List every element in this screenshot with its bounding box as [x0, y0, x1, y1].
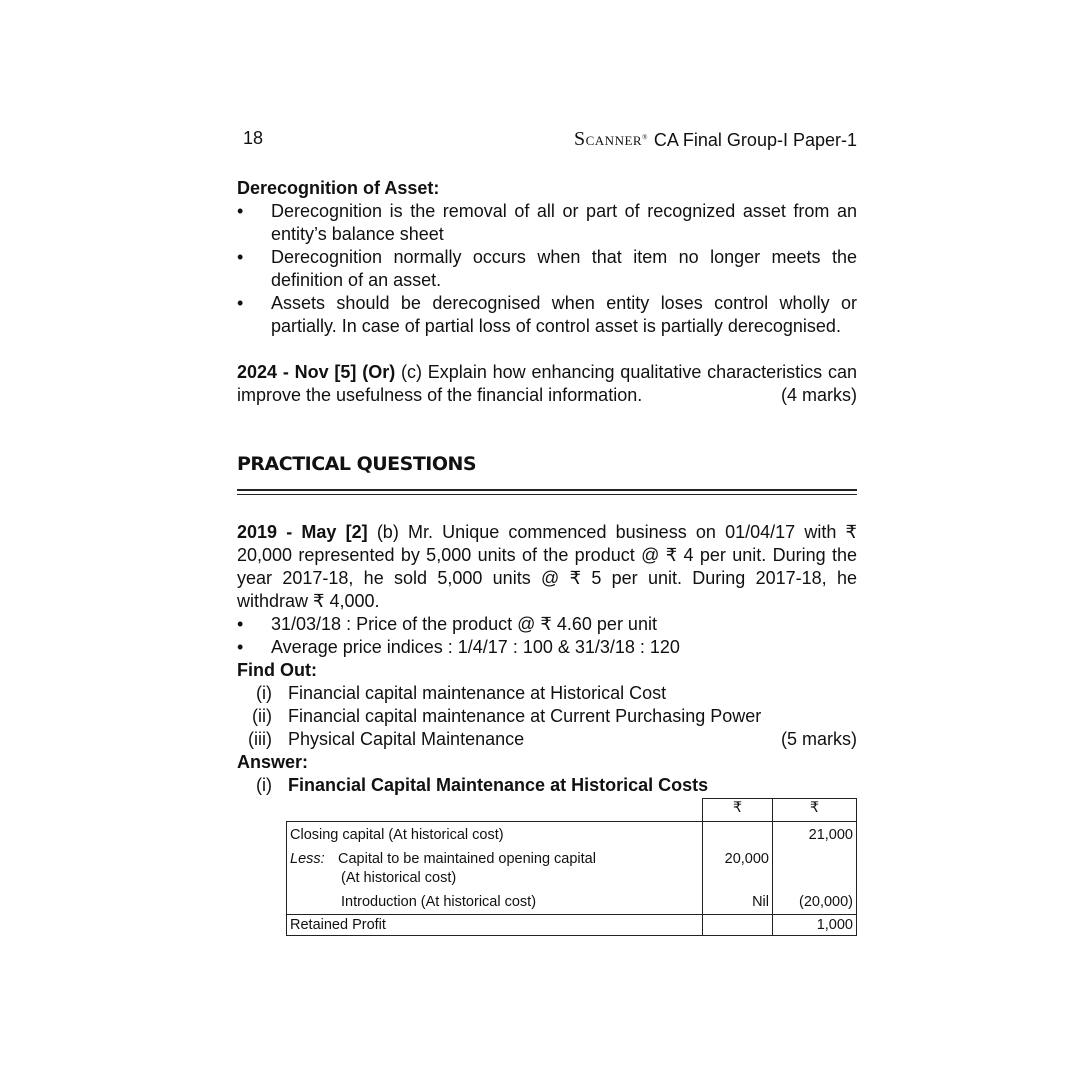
- answer-table-wrap: [286, 798, 857, 936]
- book-title: CA Final Group-I Paper-1: [653, 130, 857, 150]
- question-2024: [237, 361, 857, 407]
- find-out-label: Find Out:: [237, 660, 317, 680]
- derecognition-section: [237, 177, 857, 338]
- question-text: (c) Explain how enhancing qualitative characteristics can improve the usefulness of the financial information.: [237, 362, 857, 405]
- currency-header: ₹: [773, 799, 857, 822]
- list-item: (i) Financial capital maintenance at Historical Cost: [256, 683, 667, 703]
- answer-part-title: (i) Financial Capital Maintenance at Historical Costs: [256, 775, 709, 795]
- bullet-item: • Average price indices : 1/4/17 : 100 & 31/3/18 : 120: [237, 636, 857, 659]
- currency-header: ₹: [703, 799, 773, 822]
- scanner-logo: SCANNER®: [574, 128, 648, 150]
- list-item: (ii) Financial capital maintenance at Current Purchasing Power: [252, 706, 762, 726]
- question-ref: 2024 - Nov [5] (Or): [237, 362, 396, 382]
- table-row: Closing capital (At historical cost) 21,000: [287, 822, 857, 846]
- table-header-row: [287, 799, 857, 822]
- derecognition-heading: Derecognition of Asset:: [237, 178, 440, 198]
- derecognition-bullets: [237, 200, 857, 338]
- bullet-item: • Derecognition normally occurs when that item no longer meets the definition of an asset.: [237, 246, 857, 292]
- answer-table: [286, 798, 857, 936]
- bullet-item: • 31/03/18 : Price of the product @ ₹ 4.60 per unit: [237, 613, 857, 636]
- page-number: 18: [243, 128, 264, 148]
- table-row: Introduction (At historical cost) Nil (20,000): [287, 888, 857, 915]
- header-brand: [574, 128, 857, 151]
- question-marks: (5 marks): [781, 729, 857, 749]
- answer-label: Answer:: [237, 752, 309, 772]
- question-bullets: [237, 613, 857, 659]
- table-row: Less: Capital to be maintained opening capital (At historical cost) 20,000: [287, 845, 857, 888]
- bullet-item: • Derecognition is the removal of all or part of recognized asset from an entity’s balance sheet: [237, 200, 857, 246]
- bullet-item: • Assets should be derecognised when entity loses control wholly or partially. In case of partial loss of control asset is partially derecognised.: [237, 292, 857, 338]
- divider-rule: [237, 494, 857, 495]
- find-out-list: [237, 682, 857, 751]
- question-marks: (4 marks): [781, 385, 857, 405]
- question-text: (b) Mr. Unique commenced business on 01/04/17 with ₹ 20,000 represented by 5,000 units of the product @ ₹ 4 per unit. During the year 2017-18, he sold 5,000 units @ ₹ 5 per unit. During 2017-18, he withdraw ₹ 4,000.: [237, 522, 857, 611]
- question-2019: [237, 521, 857, 751]
- page-header: [237, 128, 857, 152]
- question-ref: 2019 - May [2]: [237, 522, 368, 542]
- section-title: PRACTICAL QUESTIONS: [237, 453, 477, 475]
- divider-rule: [237, 489, 857, 491]
- table-row: Retained Profit 1,000: [287, 915, 857, 936]
- list-item: (iii) Physical Capital Maintenance (5 marks): [248, 729, 857, 749]
- answer-section: [237, 751, 857, 797]
